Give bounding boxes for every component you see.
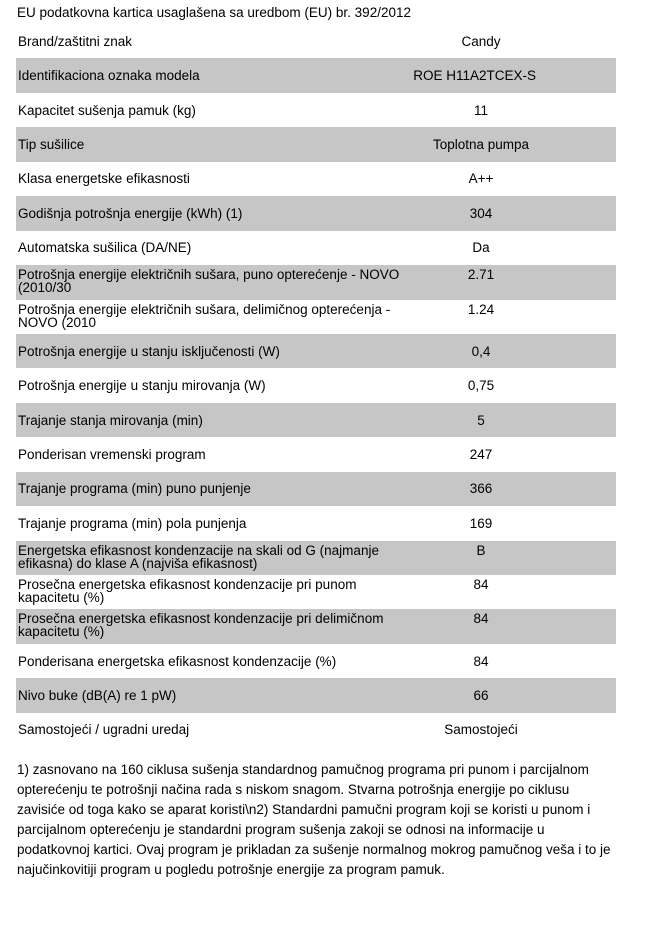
spec-label: Brand/zaštitni znak xyxy=(18,33,133,49)
spec-value: 0,4 xyxy=(471,343,491,359)
spec-value: 5 xyxy=(477,412,485,428)
spec-row xyxy=(16,644,616,678)
spec-value: 304 xyxy=(469,205,493,221)
spec-value: Samostojeći xyxy=(444,722,518,738)
spec-label: Klasa energetske efikasnosti xyxy=(18,171,190,187)
spec-table xyxy=(16,24,616,747)
spec-label: Samostojeći / ugradni uredaj xyxy=(18,722,190,738)
spec-row xyxy=(16,678,616,712)
spec-row xyxy=(16,368,616,402)
spec-label: Godišnja potrošnja energije (kWh) (1) xyxy=(18,205,243,221)
spec-row xyxy=(16,162,616,196)
spec-label: Ponderisan vremenski program xyxy=(18,446,206,462)
spec-value: Da xyxy=(472,240,490,256)
spec-row xyxy=(16,58,616,92)
spec-label: Automatska sušilica (DA/NE) xyxy=(18,240,192,256)
spec-row xyxy=(16,609,616,643)
spec-label: Ponderisana energetska efikasnost kondenzacije (%) xyxy=(18,653,337,669)
spec-value: 366 xyxy=(469,481,493,497)
spec-row xyxy=(16,437,616,471)
document-title: EU podatkovna kartica usaglašena sa uredbom (EU) br. 392/2012 xyxy=(17,5,411,20)
spec-value: B xyxy=(476,542,486,558)
spec-value: ROE H11A2TCEX-S xyxy=(413,68,536,84)
spec-label: Kapacitet sušenja pamuk (kg) xyxy=(18,102,196,118)
spec-label: Nivo buke (dB(A) re 1 pW) xyxy=(18,688,177,704)
spec-row xyxy=(16,713,616,747)
spec-value: 84 xyxy=(473,653,489,669)
spec-value: 84 xyxy=(473,577,489,592)
spec-value: 66 xyxy=(473,688,489,704)
spec-label: Prosečna energetska efikasnost kondenzacije pri punom kapacitetu (%) xyxy=(18,577,357,605)
spec-label: Trajanje programa (min) puno punjenje xyxy=(18,481,251,497)
spec-row xyxy=(16,334,616,368)
spec-label: Potrošnja energije električnih sušara, delimičnog opterećenja - NOVO (2010 xyxy=(18,301,391,330)
spec-label: Trajanje programa (min) pola punjenja xyxy=(18,515,247,531)
spec-value: 0,75 xyxy=(467,378,495,394)
spec-value: 1.24 xyxy=(467,301,495,317)
spec-row xyxy=(16,24,616,58)
spec-label: Identifikaciona oznaka modela xyxy=(18,68,200,84)
spec-row xyxy=(16,575,616,609)
spec-label: Potrošnja energije električnih sušara, puno opterećenje - NOVO (2010/30 xyxy=(18,267,400,296)
spec-value: Toplotna pumpa xyxy=(432,137,530,153)
spec-row xyxy=(16,93,616,127)
spec-value: 11 xyxy=(473,102,488,118)
spec-row xyxy=(16,541,616,575)
spec-value: Candy xyxy=(461,33,501,49)
spec-label: Energetska efikasnost kondenzacije na skali od G (najmanje efikasna) do klase A (najviša efikasnost) xyxy=(18,542,379,571)
spec-value: 169 xyxy=(469,515,493,531)
spec-value: 84 xyxy=(473,611,489,627)
footnote: 1) zasnovano na 160 ciklusa sušenja standardnog pamučnog programa pri punom i parcijalnom opterećenju te potrošnji načina rada s niskom snagom. Stvarna potrošnja energije po ciklusu zavisiće od toga kako se aparat koristi\n2) Standardni pamučni program koji se koristi u punom i parcijalnom opterećenju je standardni program sušenja zakoji se odnosi na informacije u podatkovnoj kartici. Ovaj program je prikladan za sušenje normalnog mokrog pamučnog veša i to je najučinkovitiji program u pogledu potrošnje energije za program pamuk. xyxy=(17,762,611,877)
spec-row xyxy=(16,196,616,230)
spec-value: 247 xyxy=(469,446,493,462)
spec-label: Tip sušilice xyxy=(18,137,85,153)
spec-row xyxy=(16,506,616,540)
spec-row xyxy=(16,231,616,265)
spec-label: Prosečna energetska efikasnost kondenzacije pri delimičnom kapacitetu (%) xyxy=(18,611,384,640)
spec-row xyxy=(16,265,616,299)
spec-label: Potrošnja energije u stanju isključenosti (W) xyxy=(18,343,280,359)
spec-row xyxy=(16,127,616,161)
spec-value: 2.71 xyxy=(467,267,495,283)
spec-label: Trajanje stanja mirovanja (min) xyxy=(18,412,203,428)
spec-row xyxy=(16,403,616,437)
spec-label: Potrošnja energije u stanju mirovanja (W) xyxy=(18,378,266,394)
spec-row xyxy=(16,472,616,506)
spec-row xyxy=(16,300,616,334)
spec-value: A++ xyxy=(468,171,494,187)
